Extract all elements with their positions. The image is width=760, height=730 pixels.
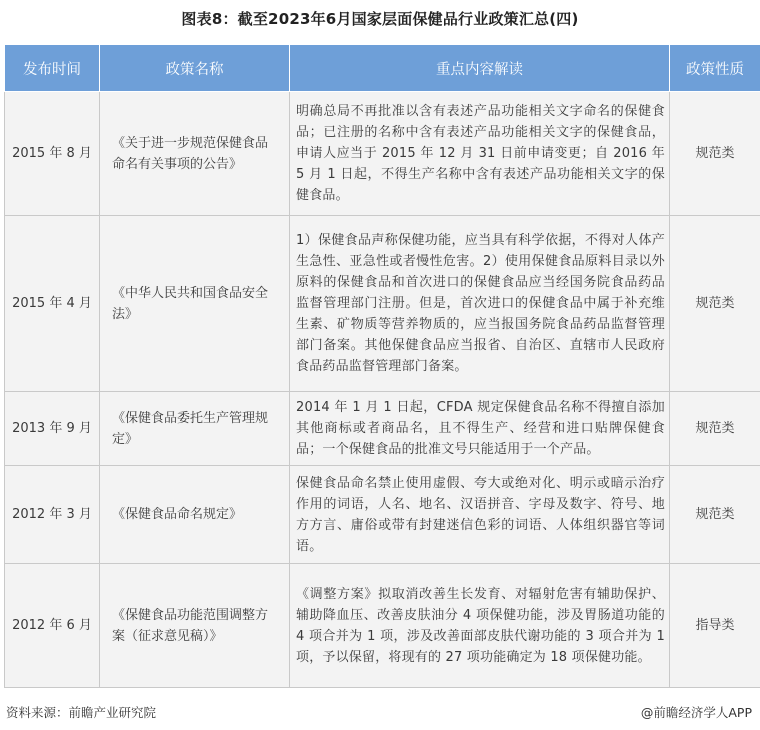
brand-credit: @前瞻经济学人APP <box>640 705 752 720</box>
row-detail: 《调整方案》拟取消改善生长发育、对辐射危害有辅助保护、辅助降血压、改善皮肤油分 4 项保健功能，涉及胃肠道功能的 4 项合并为 1 项，涉及改善面部皮肤代谢功能的 3 项合并为 1 项，予以保留，将现有的 27 项功能确定为 18 项保健功能。 <box>290 564 670 688</box>
page-title: 图表8：截至2023年6月国家层面保健品行业政策汇总(四) <box>181 10 579 28</box>
row-date: 2013 年 9 月 <box>5 392 100 466</box>
table-row <box>5 216 760 392</box>
row-policy-name: 《关于进一步规范保健食品命名有关事项的公告》 <box>100 92 290 216</box>
row-policy-name: 《保健食品功能范围调整方案（征求意见稿）》 <box>100 564 290 688</box>
header-key-content: 重点内容解读 <box>290 45 670 92</box>
row-detail: 保健食品命名禁止使用虚假、夸大或绝对化、明示或暗示治疗作用的词语，人名、地名、汉语拼音、字母及数字、符号、地方方言、庸俗或带有封建迷信色彩的词语、人体组织器官等词语。 <box>290 466 670 564</box>
row-date: 2015 年 8 月 <box>5 92 100 216</box>
table-row <box>5 92 760 216</box>
row-policy-name: 《保健食品命名规定》 <box>100 466 290 564</box>
header-policy-name: 政策名称 <box>100 45 290 92</box>
table-row <box>5 392 760 466</box>
row-date: 2012 年 6 月 <box>5 564 100 688</box>
row-policy-name: 《保健食品委托生产管理规定》 <box>100 392 290 466</box>
row-detail: 2014 年 1 月 1 日起，CFDA 规定保健食品名称不得擅自添加其他商标或者商品名，且不得生产、经营和进口贴牌保健食品；一个保健食品的批准文号只能适用于一个产品。 <box>290 392 670 466</box>
table-header-row <box>5 45 760 92</box>
row-date: 2015 年 4 月 <box>5 216 100 392</box>
header-policy-nature: 政策性质 <box>670 45 760 92</box>
row-date: 2012 年 3 月 <box>5 466 100 564</box>
row-detail: 明确总局不再批准以含有表述产品功能相关文字命名的保健食品；已注册的名称中含有表述产品功能相关文字的保健食品，申请人应当于 2015 年 12 月 31 日前申请变更；自 2016 年 5 月 1 日起，不得生产名称中含有表述产品功能相关文字的保健食品。 <box>290 92 670 216</box>
row-nature: 规范类 <box>670 466 760 564</box>
row-nature: 规范类 <box>670 392 760 466</box>
table-row <box>5 564 760 688</box>
row-nature: 规范类 <box>670 216 760 392</box>
table-row <box>5 466 760 564</box>
row-nature: 指导类 <box>670 564 760 688</box>
policy-table <box>4 44 760 688</box>
source-note: 资料来源：前瞻产业研究院 <box>6 705 157 720</box>
header-date: 发布时间 <box>5 45 100 92</box>
row-detail: 1）保健食品声称保健功能，应当具有科学依据，不得对人体产生急性、亚急性或者慢性危害。2）使用保健食品原料目录以外原料的保健食品和首次进口的保健食品应当经国务院食品药品监督管理部门注册。但是，首次进口的保健食品中属于补充维生素、矿物质等营养物质的，应当报国务院食品药品监督管理部门备案。其他保健食品应当报省、自治区、直辖市人民政府食品药品监督管理部门备案。 <box>290 216 670 392</box>
row-nature: 规范类 <box>670 92 760 216</box>
row-policy-name: 《中华人民共和国食品安全法》 <box>100 216 290 392</box>
